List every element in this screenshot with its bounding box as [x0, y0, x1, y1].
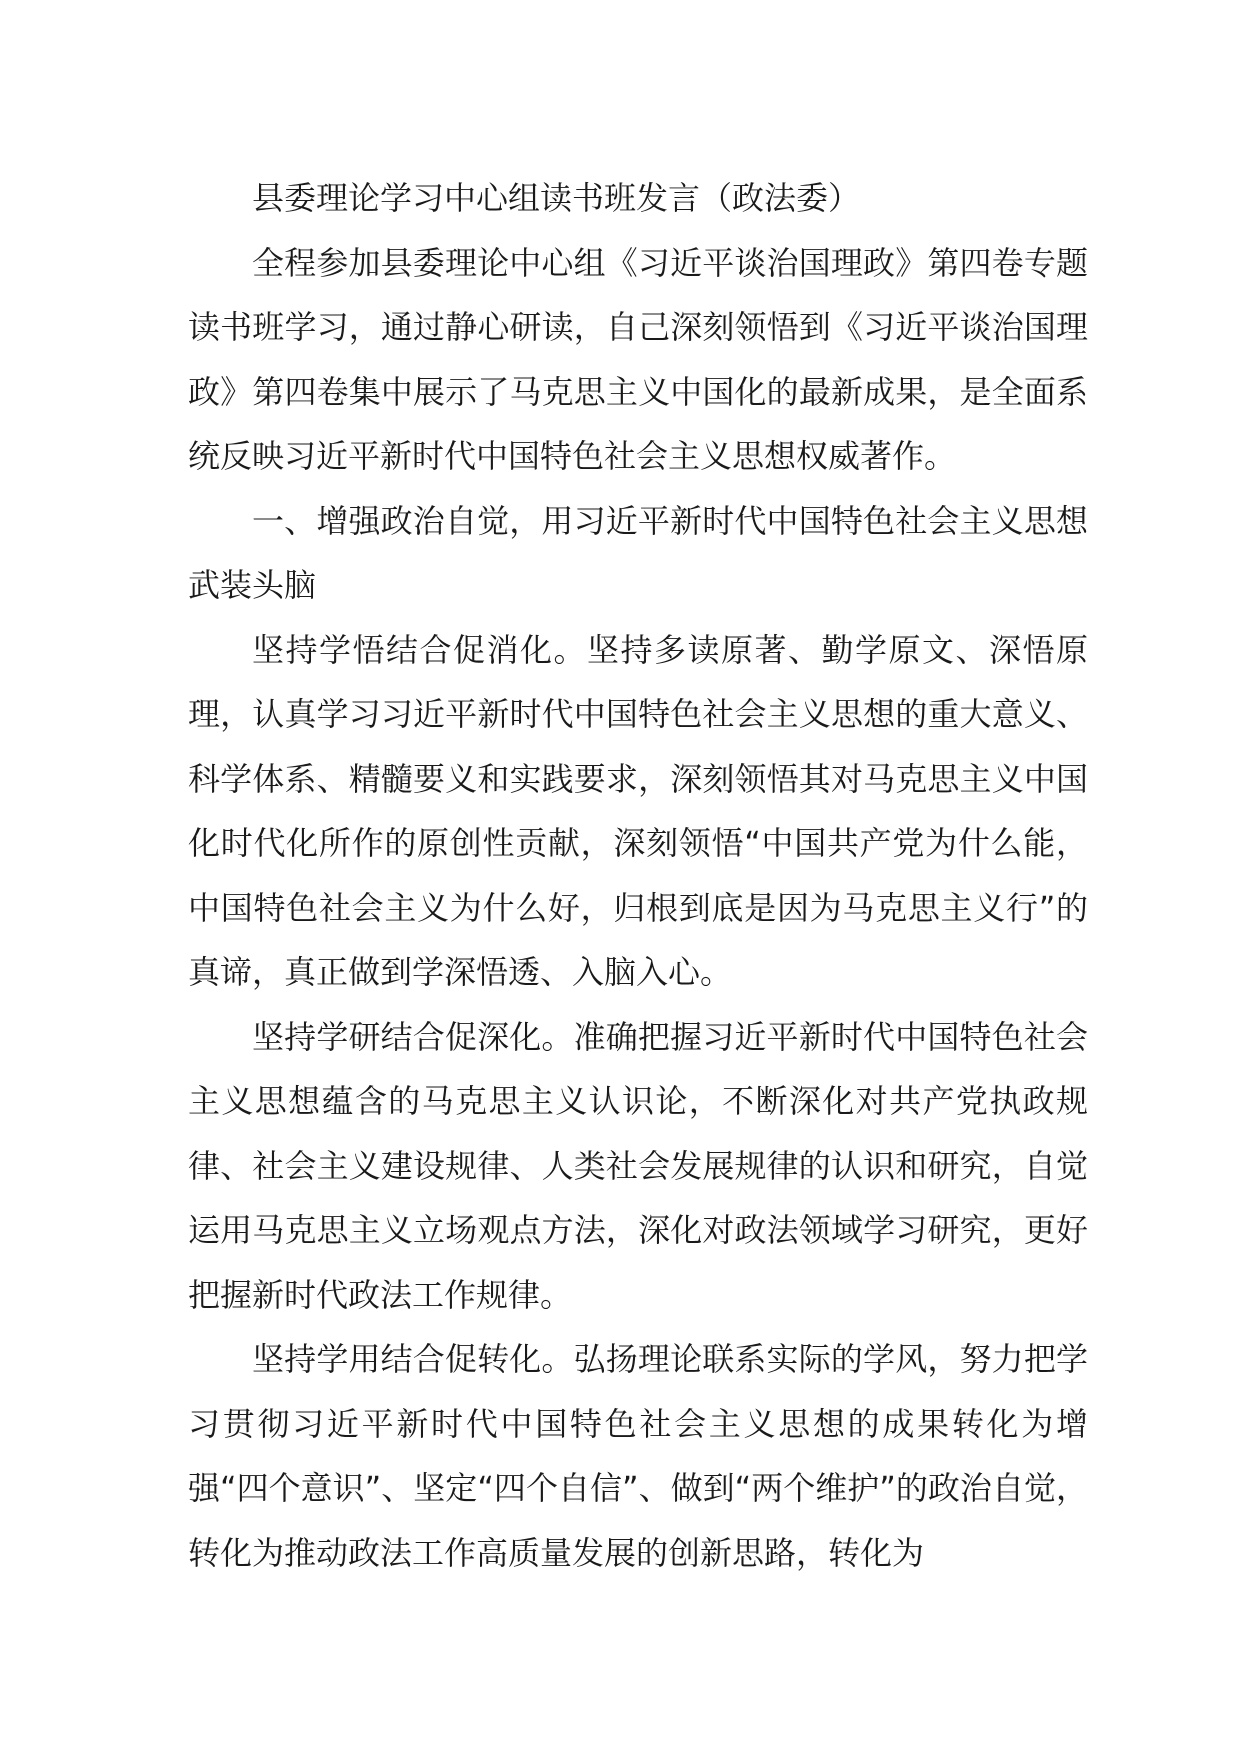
document-body: [188, 166, 1088, 1585]
intro-paragraph: 全程参加县委理论中心组《习近平谈治国理政》第四卷专题读书班学习，通过静心研读，自己深刻领悟到《习近平谈治国理政》第四卷集中展示了马克思主义中国化的最新成果，是全面系统反映习近平新时代中国特色社会主义思想权威著作。: [188, 243, 1088, 475]
body-paragraph-1: 坚持学悟结合促消化。坚持多读原著、勤学原文、深悟原理，认真学习习近平新时代中国特色社会主义思想的重大意义、科学体系、精髓要义和实践要求，深刻领悟其对马克思主义中国化时代化所作的原创性贡献，深刻领悟“中国共产党为什么能，中国特色社会主义为什么好，归根到底是因为马克思主义行”的真谛，真正做到学深悟透、入脑入心。: [188, 630, 1088, 991]
section-heading-1: 一、增强政治自觉，用习近平新时代中国特色社会主义思想武装头脑: [188, 501, 1088, 604]
body-paragraph-3: 坚持学用结合促转化。弘扬理论联系实际的学风，努力把学习贯彻习近平新时代中国特色社会主义思想的成果转化为增强“四个意识”、坚定“四个自信”、做到“两个维护”的政治自觉，转化为推动政法工作高质量发展的创新思路，转化为: [188, 1340, 1088, 1572]
document-title: 县委理论学习中心组读书班发言（政法委）: [252, 179, 861, 217]
body-paragraph-2: 坚持学研结合促深化。准确把握习近平新时代中国特色社会主义思想蕴含的马克思主义认识论，不断深化对共产党执政规律、社会主义建设规律、人类社会发展规律的认识和研究，自觉运用马克思主义立场观点方法，深化对政法领域学习研究，更好把握新时代政法工作规律。: [188, 1017, 1088, 1314]
